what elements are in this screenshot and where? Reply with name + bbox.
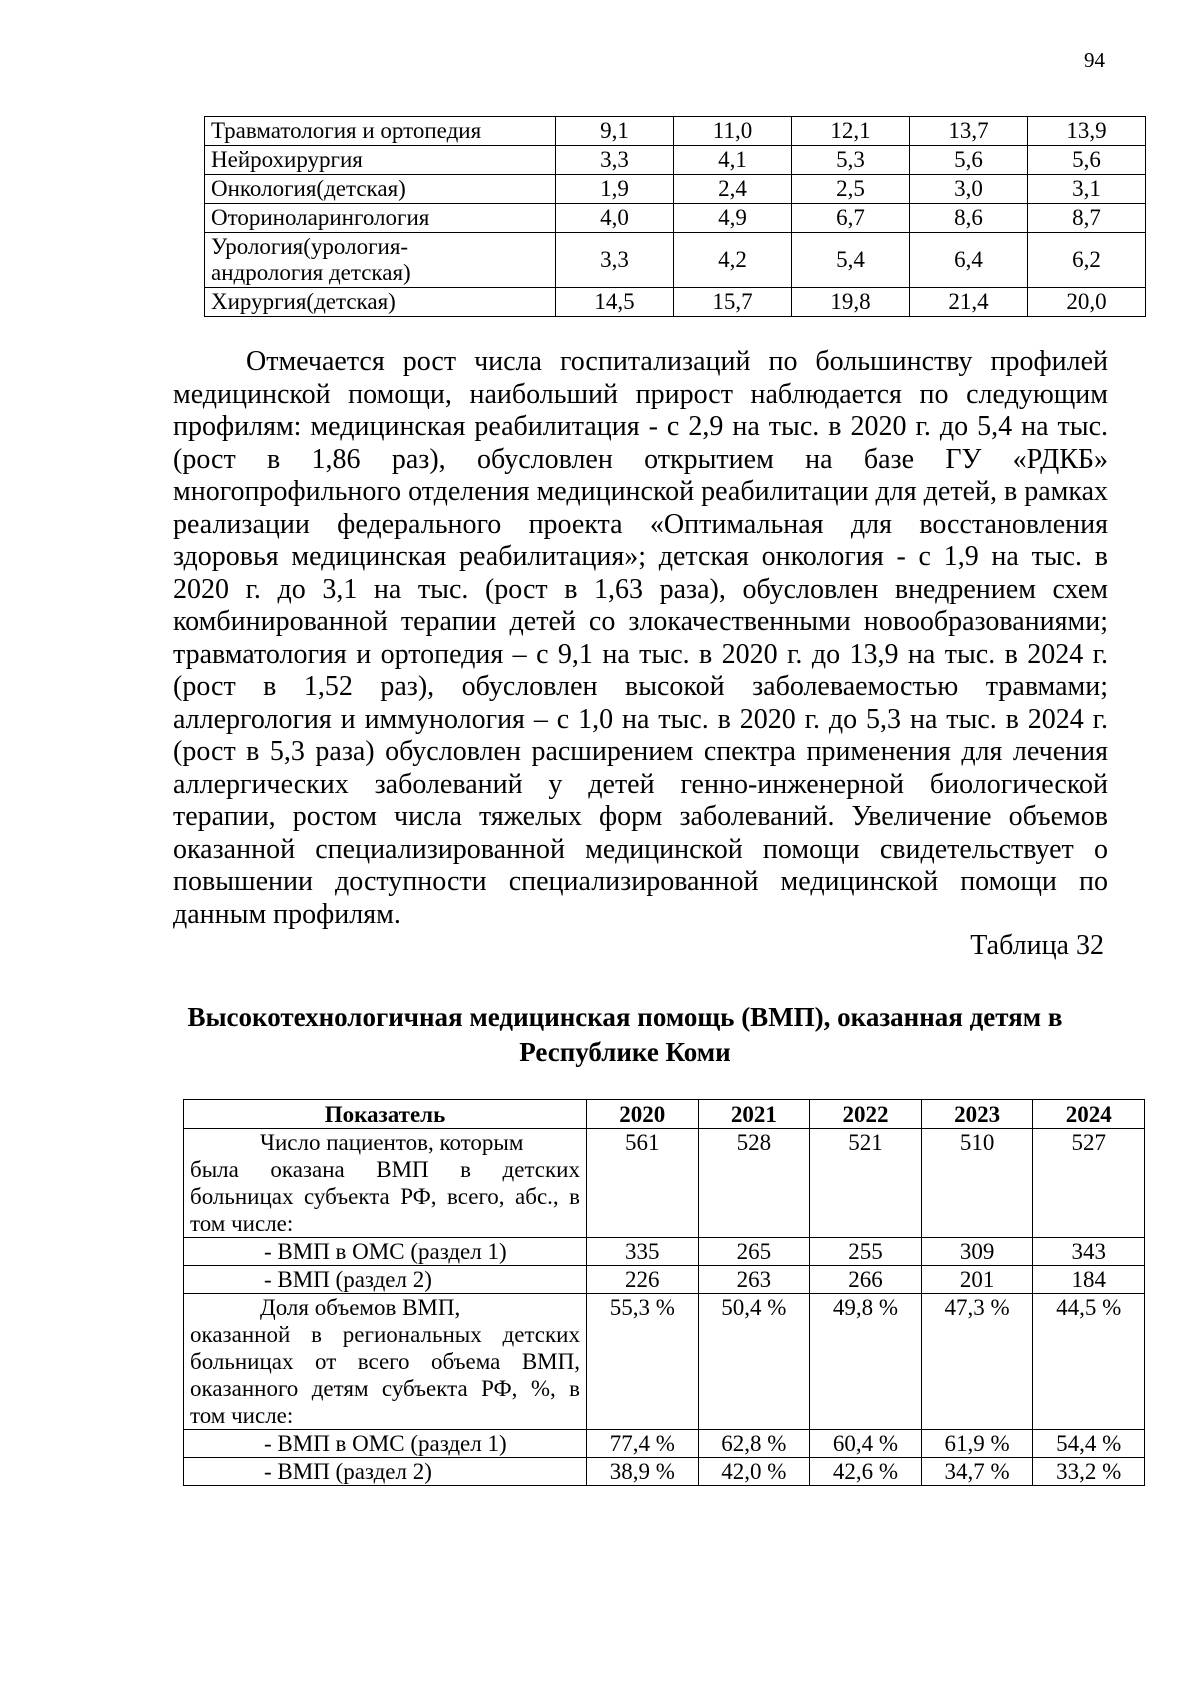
row-label-line: Доля объемов ВМП, [260,1295,461,1320]
cell-value: 521 [810,1129,922,1238]
cell-value: 201 [921,1266,1033,1294]
cell-value: 11,0 [674,117,792,146]
cell-value: 62,8 % [698,1430,810,1458]
cell-value: 528 [698,1129,810,1238]
cell-value: 3,3 [556,233,674,288]
cell-value: 6,4 [910,233,1028,288]
cell-value: 38,9 % [587,1458,699,1486]
table-title-line: Республике Коми [519,1037,731,1067]
cell-value: 5,3 [792,146,910,175]
row-label: Хирургия(детская) [205,288,556,317]
table-row [205,117,1146,146]
cell-value: 13,7 [910,117,1028,146]
table-row [184,1458,1145,1486]
cell-value: 2,4 [674,175,792,204]
cell-value: 510 [921,1129,1033,1238]
table-caption-number: Таблица 32 [970,930,1104,961]
cell-value: 8,6 [910,204,1028,233]
cell-value: 265 [698,1238,810,1266]
row-label: Оториноларингология [205,204,556,233]
cell-value: 1,9 [556,175,674,204]
cell-value: 55,3 % [587,1294,699,1430]
cell-value: 14,5 [556,288,674,317]
column-header: 2021 [698,1100,810,1129]
cell-value: 60,4 % [810,1430,922,1458]
cell-value: 5,4 [792,233,910,288]
cell-value: 3,3 [556,146,674,175]
cell-value: 61,9 % [921,1430,1033,1458]
table-title-line: Высокотехнологичная медицинская помощь (ВМП), оказанная детям в [187,1002,1063,1032]
column-header: 2023 [921,1100,1033,1129]
cell-value: 12,1 [792,117,910,146]
table-title [150,1000,1100,1070]
row-label [184,1129,587,1238]
cell-value: 263 [698,1266,810,1294]
cell-value: 5,6 [1028,146,1146,175]
cell-value: 42,6 % [810,1458,922,1486]
column-header: 2020 [587,1100,699,1129]
cell-value: 42,0 % [698,1458,810,1486]
cell-value: 309 [921,1238,1033,1266]
table-row [184,1266,1145,1294]
cell-value: 47,3 % [921,1294,1033,1430]
cell-value: 4,0 [556,204,674,233]
cell-value: 255 [810,1238,922,1266]
cell-value: 561 [587,1129,699,1238]
table-row [205,175,1146,204]
cell-value: 6,2 [1028,233,1146,288]
table-row [184,1129,1145,1238]
row-label: - ВМП в ОМС (раздел 1) [184,1430,587,1458]
cell-value: 226 [587,1266,699,1294]
table-header-row [184,1100,1145,1129]
cell-value: 13,9 [1028,117,1146,146]
cell-value: 44,5 % [1033,1294,1145,1430]
column-header: 2024 [1033,1100,1145,1129]
row-label-line: оказанной в региональных детских больницах от всего объема ВМП, оказанного детям субъекта РФ, %, в том числе: [190,1322,580,1428]
cell-value: 335 [587,1238,699,1266]
cell-value: 50,4 % [698,1294,810,1430]
cell-value: 3,0 [910,175,1028,204]
cell-value: 21,4 [910,288,1028,317]
cell-value: 527 [1033,1129,1145,1238]
row-label [184,1294,587,1430]
page-number: 94 [1084,48,1105,72]
cell-value: 9,1 [556,117,674,146]
column-header: Показатель [184,1100,587,1129]
row-label-line: Число пациентов, которым [260,1130,524,1155]
cell-value: 54,4 % [1033,1430,1145,1458]
cell-value: 343 [1033,1238,1145,1266]
table-row [205,288,1146,317]
cell-value: 184 [1033,1266,1145,1294]
row-label: - ВМП (раздел 2) [184,1458,587,1486]
cell-value: 33,2 % [1033,1458,1145,1486]
cell-value: 77,4 % [587,1430,699,1458]
cell-value: 4,2 [674,233,792,288]
cell-value: 34,7 % [921,1458,1033,1486]
cell-value: 49,8 % [810,1294,922,1430]
cell-value: 19,8 [792,288,910,317]
vmp-table [183,1099,1145,1486]
row-label [205,233,556,288]
cell-value: 4,1 [674,146,792,175]
hospitalization-table-continued [204,116,1146,317]
table-row [184,1238,1145,1266]
table-row [205,204,1146,233]
table-row [205,146,1146,175]
cell-value: 6,7 [792,204,910,233]
row-label-line: Урология(урология- [211,234,409,259]
cell-value: 4,9 [674,204,792,233]
row-label: - ВМП (раздел 2) [184,1266,587,1294]
table-row [205,233,1146,288]
table-row [184,1294,1145,1430]
row-label: Нейрохирургия [205,146,556,175]
row-label: - ВМП в ОМС (раздел 1) [184,1238,587,1266]
row-label-line: андрология детская) [211,260,411,285]
row-label: Онкология(детская) [205,175,556,204]
cell-value: 5,6 [910,146,1028,175]
cell-value: 3,1 [1028,175,1146,204]
cell-value: 15,7 [674,288,792,317]
table-row [184,1430,1145,1458]
row-label-line: была оказана ВМП в детских больницах субъекта РФ, всего, абс., в том числе: [190,1157,580,1236]
cell-value: 2,5 [792,175,910,204]
cell-value: 20,0 [1028,288,1146,317]
body-paragraph: Отмечается рост числа госпитализаций по большинству профилей медицинской помощи, наибольший прирост наблюдается по следующим профилям: медицинская реабилитация - с 2,9 на тыс. в 2020 г. до 5,4 на тыс. (рост в 1,86 раз), обусловлен открытием на базе ГУ «РДКБ» многопрофильного отделения медицинской реабилитации для детей, в рамках реализации федерального проекта «Оптимальная для восстановления здоровья медицинская реабилитация»; детская онкология - с 1,9 на тыс. в 2020 г. до 3,1 на тыс. (рост в 1,63 раза), обусловлен внедрением схем комбинированной терапии детей со злокачественными новообразованиями; травматология и ортопедия – с 9,1 на тыс. в 2020 г. до 13,9 на тыс. в 2024 г. (рост в 1,52 раз), обусловлен высокой заболеваемостью травмами; аллергология и иммунология – с 1,0 на тыс. в 2020 г. до 5,3 на тыс. в 2024 г. (рост в 5,3 раза) обусловлен расширением спектра применения для лечения аллергических заболеваний у детей генно-инженерной биологической терапии, ростом числа тяжелых форм заболеваний. Увеличение объемов оказанной специализированной медицинской помощи свидетельствует о повышении доступности специализированной медицинской помощи по данным профилям. [173,346,1108,930]
cell-value: 266 [810,1266,922,1294]
cell-value: 8,7 [1028,204,1146,233]
row-label: Травматология и ортопедия [205,117,556,146]
column-header: 2022 [810,1100,922,1129]
